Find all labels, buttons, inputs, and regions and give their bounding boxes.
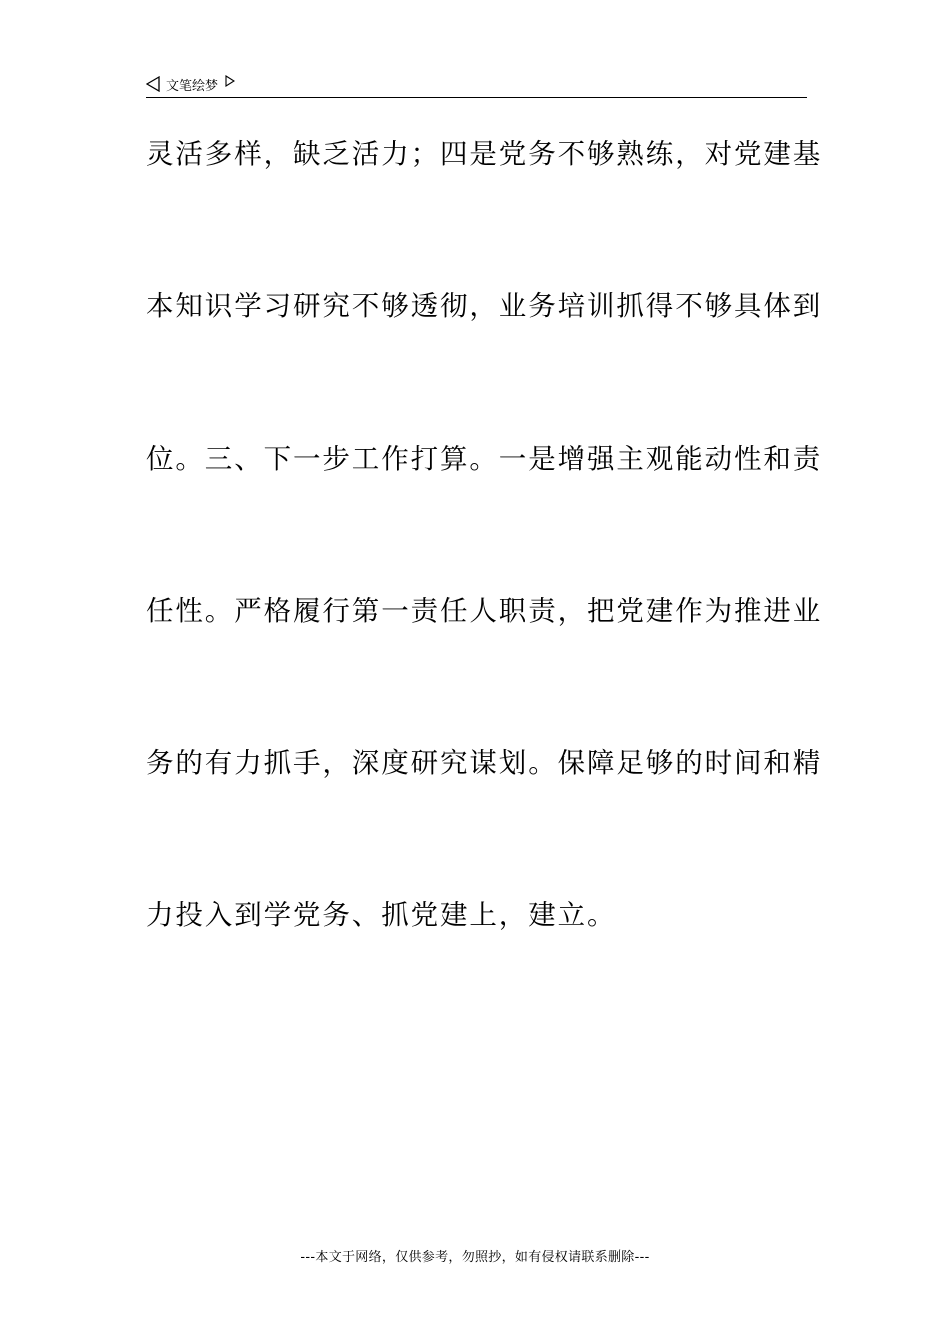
body-line-6: 力投入到学党务、抓党建上，建立。 — [146, 899, 617, 931]
triangle-left-outline-icon — [146, 76, 160, 92]
header-divider — [146, 97, 807, 98]
page-header — [146, 72, 807, 98]
header-title: 文笔绘梦 — [166, 78, 219, 94]
header-row — [146, 72, 807, 96]
footer-disclaimer: ---本文于网络，仅供参考，勿照抄，如有侵权请联系删除--- — [300, 1250, 650, 1265]
body-line-1: 灵活多样，缺乏活力；四是党务不够熟练，对党建基 — [146, 138, 823, 170]
document-body — [146, 134, 823, 1047]
triangle-right-outline-icon — [225, 75, 235, 87]
body-line-5: 务的有力抓手，深度研究谋划。保障足够的时间和精 — [146, 747, 823, 779]
body-line-3: 位。三、下一步工作打算。一是增强主观能动性和责 — [146, 443, 823, 475]
body-line-2: 本知识学习研究不够透彻，业务培训抓得不够具体到 — [146, 290, 823, 322]
body-line-4: 任性。严格履行第一责任人职责，把党建作为推进业 — [146, 595, 823, 627]
